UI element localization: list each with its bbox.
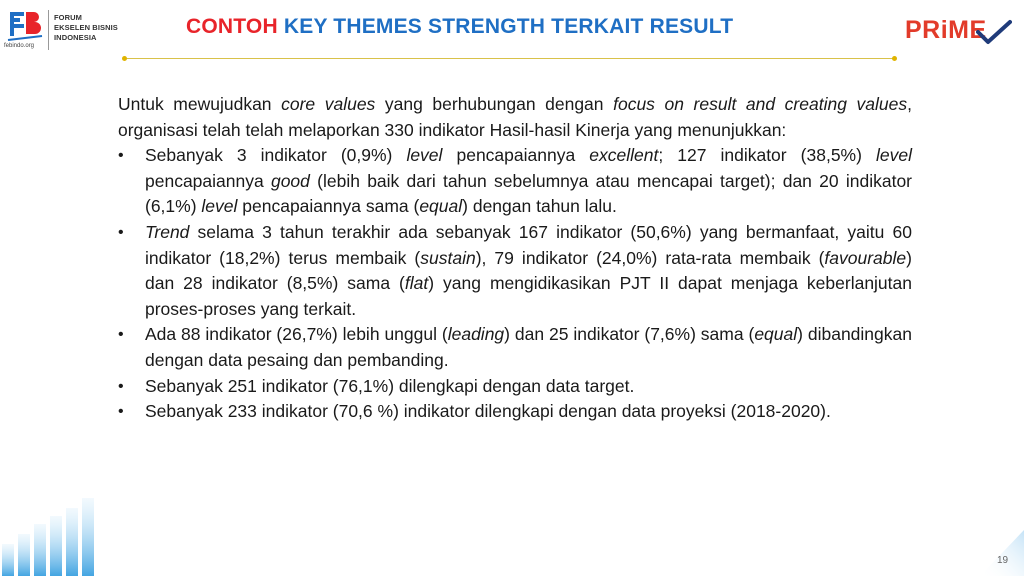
underline-dot-right xyxy=(892,56,897,61)
text-segment: ), 79 indikator (24,0%) rata-rata membaik ( xyxy=(475,247,825,268)
italic-term: favourable xyxy=(824,247,907,268)
text-segment: , organisasi telah telah melaporkan 330 indikator Hasil-hasil Kinerja yang menunjukkan: xyxy=(118,94,912,140)
italic-term: level xyxy=(875,145,912,166)
logo-divider xyxy=(48,10,49,50)
text-segment: yang berhubungan dengan xyxy=(375,94,614,114)
text-segment: pencapaiannya xyxy=(145,170,271,191)
italic-term: focus on result and creating values xyxy=(613,94,908,114)
italic-term: equal xyxy=(419,196,463,217)
list-item xyxy=(118,322,912,373)
checkmark-icon xyxy=(976,18,1012,46)
title-underline xyxy=(124,58,896,59)
bullet-marker: • xyxy=(118,403,124,421)
title-highlight: CONTOH xyxy=(186,15,278,38)
text-segment: Sebanyak 233 indikator (70,6 %) indikator dilengkapi dengan data proyeksi (2018-2020). xyxy=(145,401,831,422)
page-title xyxy=(186,15,733,39)
text-segment: ; 127 indikator (38,5%) xyxy=(658,145,876,166)
decorative-bars-icon xyxy=(0,494,110,576)
bullet-list xyxy=(118,143,912,425)
underline-dot-left xyxy=(122,56,127,61)
text-segment: pencapaiannya xyxy=(442,145,590,166)
org-name-line3: INDONESIA xyxy=(54,33,97,42)
text-segment: Ada 88 indikator (26,7%) lebih unggul ( xyxy=(145,324,448,345)
text-segment: ) dibandingkan dengan data pesaing dan pembanding. xyxy=(145,324,912,370)
list-item xyxy=(118,374,912,400)
text-segment: (lebih baik dari tahun sebelumnya atau mencapai target); dan 20 indikator (6,1%) xyxy=(145,170,912,217)
italic-term: level xyxy=(406,145,443,166)
decorative-corner-icon xyxy=(960,530,1024,576)
list-item-text xyxy=(145,324,912,370)
org-name-line1: FORUM xyxy=(54,13,82,22)
text-segment: selama 3 tahun terakhir ada sebanyak 167 indikator (50,6%) yang bermanfaat, yaitu 60 indikator (18,2%) terus membaik ( xyxy=(145,221,912,268)
prime-brand: PRiME xyxy=(905,16,987,44)
org-url: febindo.org xyxy=(4,43,35,49)
org-name xyxy=(54,13,118,43)
italic-term: equal xyxy=(754,324,798,345)
italic-term: sustain xyxy=(420,247,476,268)
list-item-text xyxy=(145,376,634,396)
bullet-marker: • xyxy=(118,147,124,165)
text-segment: ) dan 28 indikator (8,5%) sama ( xyxy=(145,247,912,294)
text-segment: ) dengan tahun lalu. xyxy=(462,196,617,217)
org-name-line2: EKSELEN BISNIS xyxy=(54,23,118,32)
italic-term: flat xyxy=(404,273,429,294)
list-item xyxy=(118,143,912,220)
text-segment: Untuk mewujudkan xyxy=(118,94,282,114)
list-item xyxy=(118,399,912,425)
list-item-text xyxy=(145,145,912,216)
text-segment: Sebanyak 251 indikator (76,1%) dilengkapi dengan data target. xyxy=(145,375,635,396)
list-item-text xyxy=(145,401,831,421)
list-item xyxy=(118,220,912,322)
text-segment: ) yang mengidikasikan PJT II dapat menjaga keberlanjutan proses-proses yang terkait. xyxy=(145,273,912,319)
italic-term: excellent xyxy=(589,145,659,166)
bullet-marker: • xyxy=(118,377,124,395)
text-segment: Sebanyak 3 indikator (0,9%) xyxy=(145,145,407,166)
list-item-text xyxy=(145,222,912,319)
bullet-marker: • xyxy=(118,326,124,344)
title-main: KEY THEMES STRENGTH TERKAIT RESULT xyxy=(283,15,734,38)
intro-paragraph xyxy=(118,92,912,143)
page-number: 19 xyxy=(997,555,1009,566)
text-segment: ) dan 25 indikator (7,6%) sama ( xyxy=(504,324,755,345)
italic-term: good xyxy=(270,170,310,191)
content-body xyxy=(118,92,912,425)
italic-term: leading xyxy=(447,324,505,345)
italic-term: core values xyxy=(281,94,376,114)
text-segment: pencapaiannya sama ( xyxy=(237,196,420,217)
bullet-marker: • xyxy=(118,223,124,241)
italic-term: Trend xyxy=(145,221,190,242)
italic-term: level xyxy=(201,196,238,217)
